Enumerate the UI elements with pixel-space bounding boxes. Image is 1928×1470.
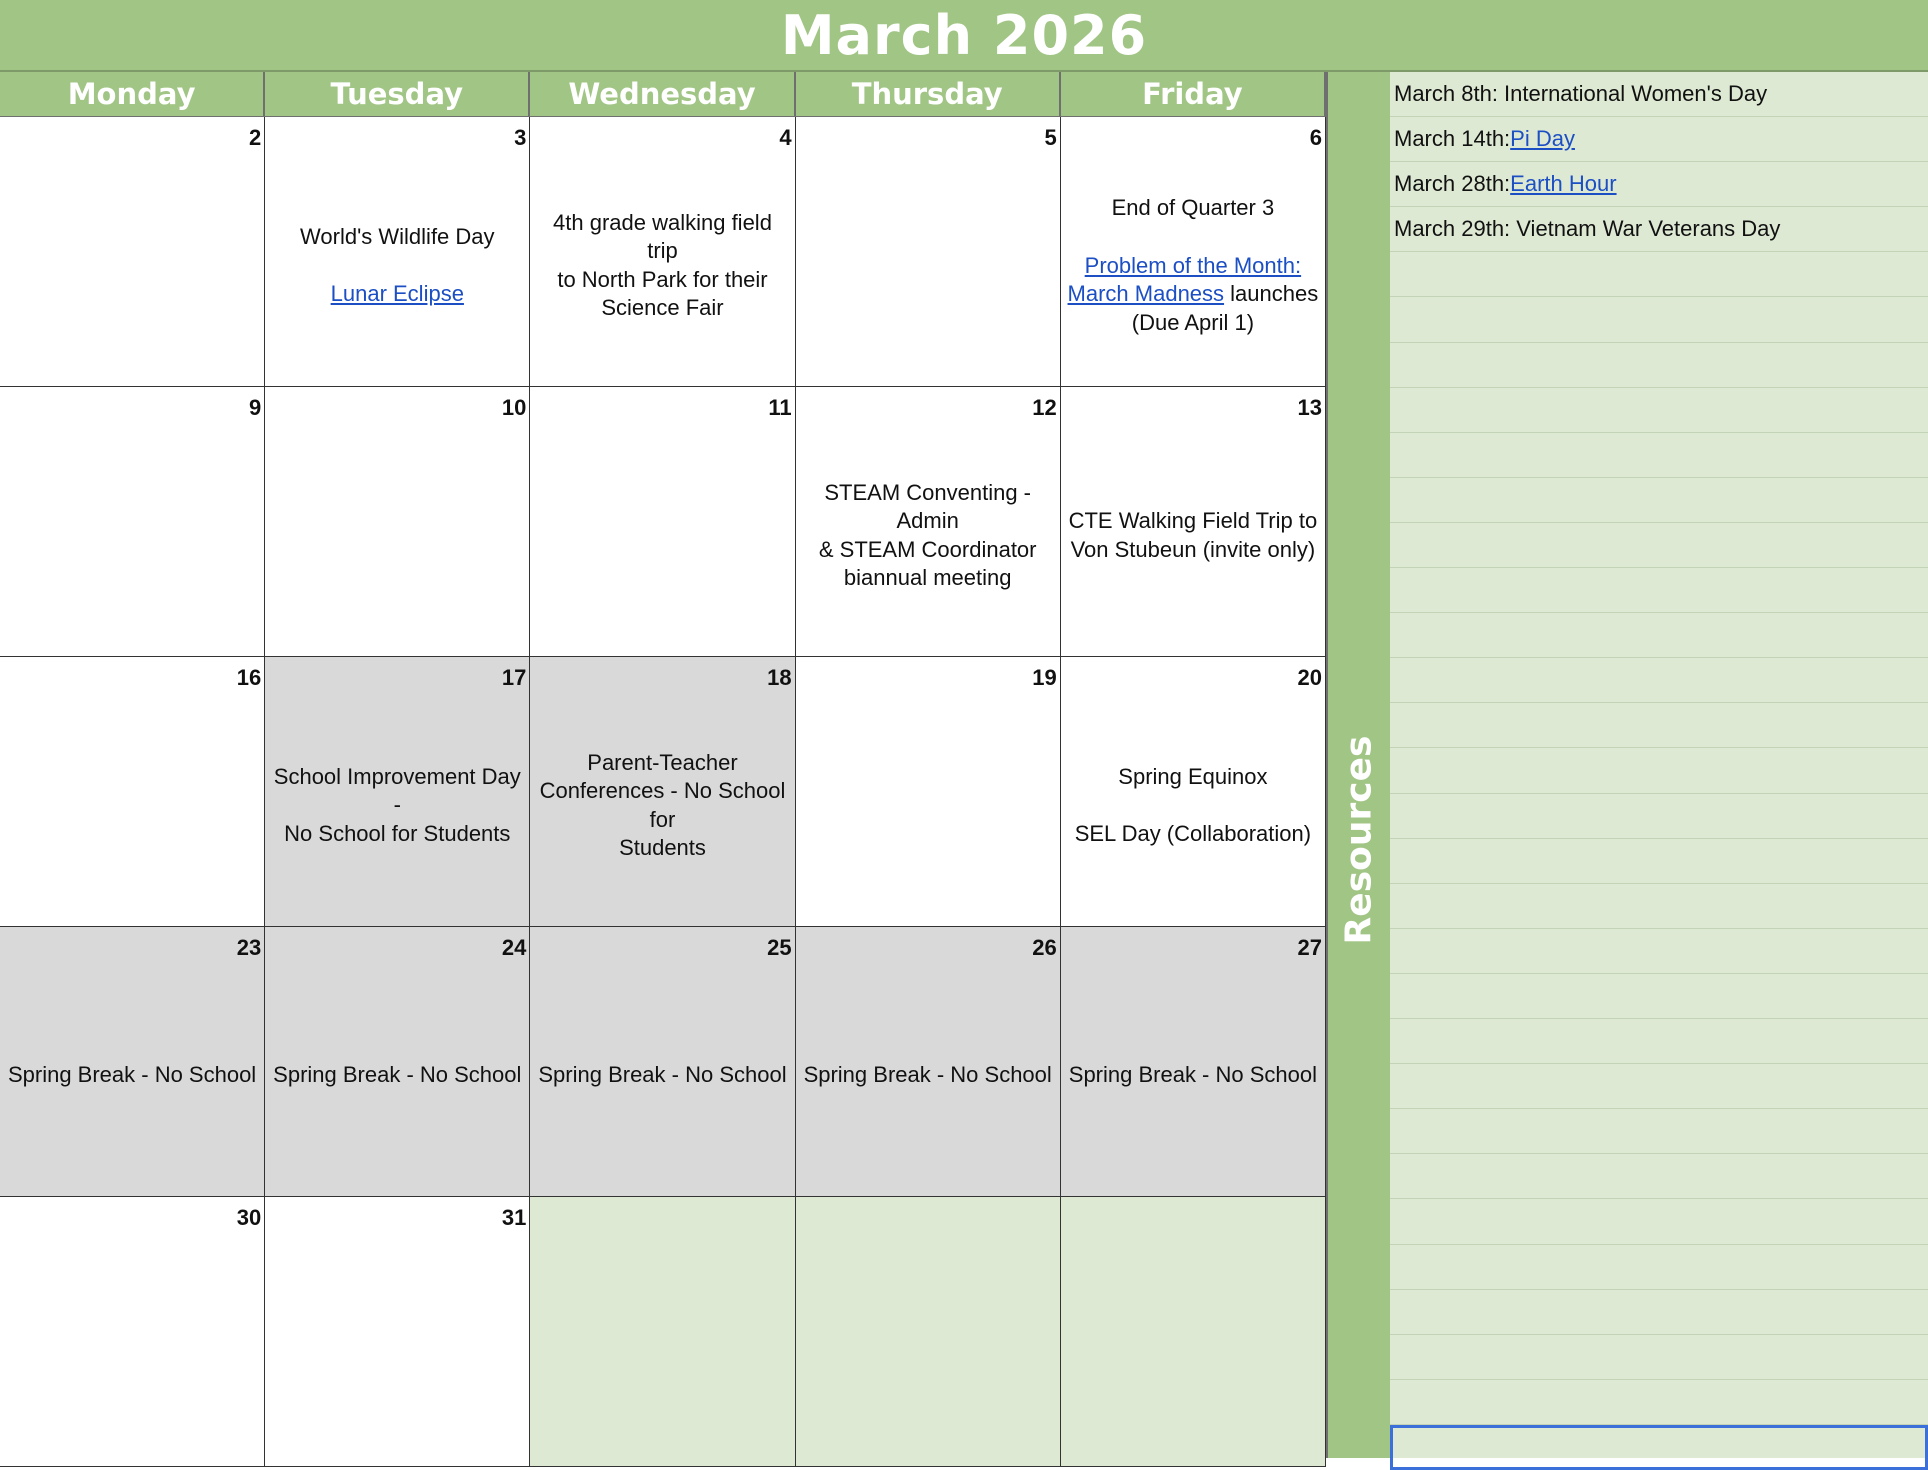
day-events xyxy=(1067,415,1319,656)
event-text: March 14th: xyxy=(1394,126,1511,152)
event-line xyxy=(1071,536,1316,565)
day-number: 4 xyxy=(779,125,792,150)
resource-row[interactable] xyxy=(1390,72,1928,117)
event-text: Students xyxy=(619,835,706,860)
day-cell-3[interactable] xyxy=(265,117,530,387)
day-cell-4[interactable] xyxy=(530,117,795,387)
day-events xyxy=(271,145,523,386)
day-number: 23 xyxy=(236,935,262,960)
calendar-grid xyxy=(0,117,1326,1458)
day-events xyxy=(1067,145,1319,386)
day-cell-19[interactable] xyxy=(796,657,1061,927)
day-cell-6[interactable] xyxy=(1061,117,1326,387)
resource-row[interactable] xyxy=(1390,343,1928,388)
event-line xyxy=(300,223,495,252)
resource-row[interactable] xyxy=(1390,478,1928,523)
resource-row[interactable] xyxy=(1390,1200,1928,1245)
empty-cell[interactable] xyxy=(796,1197,1061,1467)
day-number: 17 xyxy=(501,665,527,690)
day-cell-18[interactable] xyxy=(530,657,795,927)
event-text: launches xyxy=(1224,281,1319,306)
day-number: 19 xyxy=(1032,665,1057,690)
day-cell-20[interactable] xyxy=(1061,657,1326,927)
day-cell-12[interactable] xyxy=(796,387,1061,657)
event-text: Spring Equinox xyxy=(1118,763,1268,789)
event-text: Spring Break - No School xyxy=(803,1062,1052,1088)
day-number: 31 xyxy=(501,1205,527,1230)
event-text: & STEAM Coordinator xyxy=(818,536,1037,562)
day-number: 25 xyxy=(767,935,792,960)
event-line xyxy=(273,1061,521,1090)
day-number: 12 xyxy=(1032,395,1057,420)
day-events xyxy=(802,955,1054,1196)
event-line xyxy=(587,749,737,778)
event-line xyxy=(1112,194,1275,223)
empty-cell[interactable] xyxy=(530,1197,795,1467)
day-events xyxy=(271,955,523,1196)
resource-row[interactable] xyxy=(1390,207,1928,252)
day-cell-24[interactable] xyxy=(265,927,530,1197)
day-events xyxy=(802,415,1054,656)
event-line xyxy=(1069,507,1318,536)
day-number: 16 xyxy=(236,665,262,690)
event-text: CTE Walking Field Trip to xyxy=(1068,508,1318,533)
resources-band xyxy=(1326,72,1390,1458)
resource-row[interactable] xyxy=(1390,794,1928,839)
event-line xyxy=(804,1061,1052,1090)
resource-row[interactable] xyxy=(1390,388,1928,433)
resource-row[interactable] xyxy=(1390,1109,1928,1154)
event-text: Von Stubeun (invite only) xyxy=(1070,536,1316,562)
day-number: 10 xyxy=(501,395,527,420)
day-number: 9 xyxy=(248,395,262,420)
weekday-header-tuesday: Tuesday xyxy=(265,72,530,117)
resource-row[interactable] xyxy=(1390,1154,1928,1199)
day-cell-10[interactable] xyxy=(265,387,530,657)
event-link[interactable]: Lunar Eclipse xyxy=(330,281,464,306)
day-number: 24 xyxy=(501,935,527,960)
event-link[interactable]: March Madness xyxy=(1067,281,1225,306)
day-cell-31[interactable] xyxy=(265,1197,530,1467)
event-link[interactable]: Earth Hour xyxy=(1510,171,1617,197)
event-link[interactable]: Pi Day xyxy=(1510,126,1575,152)
day-number: 5 xyxy=(1044,125,1057,150)
resource-row[interactable] xyxy=(1390,613,1928,658)
day-cell-9[interactable] xyxy=(0,387,265,657)
event-line xyxy=(536,777,788,834)
weekday-header-friday: Friday xyxy=(1061,72,1326,117)
day-number: 18 xyxy=(767,665,792,690)
day-number: 6 xyxy=(1309,125,1322,150)
event-line xyxy=(802,479,1054,536)
event-text: March 28th: xyxy=(1394,171,1511,197)
event-text: March 8th: International Women's Day xyxy=(1394,81,1768,106)
event-text: SEL Day (Collaboration) xyxy=(1074,821,1312,846)
weekday-header-thursday: Thursday xyxy=(796,72,1061,117)
day-cell-2[interactable] xyxy=(0,117,265,387)
resource-row[interactable] xyxy=(1390,658,1928,703)
resources-label: Resources xyxy=(1338,735,1380,945)
weekday-header-wednesday: Wednesday xyxy=(530,72,795,117)
resource-row[interactable] xyxy=(1390,1064,1928,1109)
event-text: School Improvement Day - xyxy=(273,763,521,818)
event-text: biannual meeting xyxy=(843,565,1012,590)
event-line xyxy=(331,280,464,309)
event-line xyxy=(1068,280,1319,309)
calendar-title-bar xyxy=(0,0,1928,72)
resource-row[interactable] xyxy=(1390,162,1928,207)
day-cell-26[interactable] xyxy=(796,927,1061,1197)
day-number: 26 xyxy=(1032,935,1057,960)
event-text: Spring Break - No School xyxy=(7,1062,257,1088)
day-cell-23[interactable] xyxy=(0,927,265,1197)
day-number: 30 xyxy=(236,1205,262,1230)
event-line xyxy=(1075,820,1311,849)
weekday-header-monday: Monday xyxy=(0,72,265,117)
event-line xyxy=(1132,309,1254,338)
event-text: (Due April 1) xyxy=(1131,309,1255,335)
resource-row[interactable] xyxy=(1390,703,1928,748)
resource-row[interactable] xyxy=(1390,929,1928,974)
day-events xyxy=(536,955,788,1196)
resource-row[interactable] xyxy=(1390,974,1928,1019)
resource-row[interactable] xyxy=(1390,433,1928,478)
event-text: End of Quarter 3 xyxy=(1111,195,1275,220)
event-line xyxy=(1085,252,1301,281)
day-events xyxy=(536,685,788,926)
resources-panel xyxy=(1390,72,1928,1458)
event-line xyxy=(844,564,1012,593)
day-number: 11 xyxy=(768,395,792,420)
day-events xyxy=(271,685,523,926)
day-events xyxy=(6,955,258,1196)
event-text: Spring Break - No School xyxy=(538,1062,787,1088)
event-text: Parent-Teacher xyxy=(587,749,738,775)
resource-row[interactable] xyxy=(1390,1335,1928,1380)
day-cell-17[interactable] xyxy=(265,657,530,927)
resource-row[interactable] xyxy=(1390,839,1928,884)
event-text: Science Fair xyxy=(601,295,724,320)
calendar-title: March 2026 xyxy=(780,3,1148,67)
selected-cell[interactable] xyxy=(1390,1425,1928,1470)
event-link[interactable]: Problem of the Month: xyxy=(1084,252,1302,278)
day-number: 20 xyxy=(1297,665,1322,690)
event-text: 4th grade walking field trip xyxy=(553,209,772,263)
event-line xyxy=(536,209,788,266)
event-line xyxy=(619,834,706,863)
event-text: Conferences - No School for xyxy=(539,778,786,832)
day-cell-30[interactable] xyxy=(0,1197,265,1467)
day-number: 13 xyxy=(1297,395,1322,420)
event-line xyxy=(819,536,1037,565)
event-line xyxy=(271,763,523,820)
day-events xyxy=(1067,685,1319,926)
resource-row[interactable] xyxy=(1390,117,1928,162)
empty-cell[interactable] xyxy=(1061,1197,1326,1467)
event-text: World's Wildlife Day xyxy=(300,223,495,249)
event-line xyxy=(1069,1061,1317,1090)
event-text: to North Park for their xyxy=(557,266,768,292)
day-events xyxy=(1067,955,1319,1196)
day-number: 2 xyxy=(248,125,262,150)
event-line xyxy=(557,266,767,295)
day-cell-5[interactable] xyxy=(796,117,1061,387)
resource-row[interactable] xyxy=(1390,1380,1928,1425)
event-text: STEAM Conventing - Admin xyxy=(824,479,1031,533)
resource-row[interactable] xyxy=(1390,1019,1928,1064)
day-cell-13[interactable] xyxy=(1061,387,1326,657)
event-line xyxy=(1118,763,1267,792)
day-number: 3 xyxy=(514,125,527,150)
event-text: March 29th: Vietnam War Veterans Day xyxy=(1394,216,1781,242)
event-line xyxy=(8,1061,256,1090)
resource-row[interactable] xyxy=(1390,1290,1928,1335)
weekday-header-row xyxy=(0,72,1326,117)
day-cell-25[interactable] xyxy=(530,927,795,1197)
resource-row[interactable] xyxy=(1390,568,1928,613)
resource-row[interactable] xyxy=(1390,523,1928,568)
day-events xyxy=(536,145,788,386)
event-text: No School for Students xyxy=(284,820,511,846)
resource-row[interactable] xyxy=(1390,1245,1928,1290)
resource-row[interactable] xyxy=(1390,749,1928,794)
day-number: 27 xyxy=(1297,935,1322,960)
event-text: Spring Break - No School xyxy=(273,1062,522,1088)
resource-row[interactable] xyxy=(1390,252,1928,297)
day-cell-27[interactable] xyxy=(1061,927,1326,1197)
event-line xyxy=(601,294,723,323)
day-cell-11[interactable] xyxy=(530,387,795,657)
resource-row[interactable] xyxy=(1390,298,1928,343)
event-line xyxy=(538,1061,786,1090)
resource-row[interactable] xyxy=(1390,884,1928,929)
day-cell-16[interactable] xyxy=(0,657,265,927)
event-text: Spring Break - No School xyxy=(1068,1062,1317,1088)
event-line xyxy=(284,820,510,849)
